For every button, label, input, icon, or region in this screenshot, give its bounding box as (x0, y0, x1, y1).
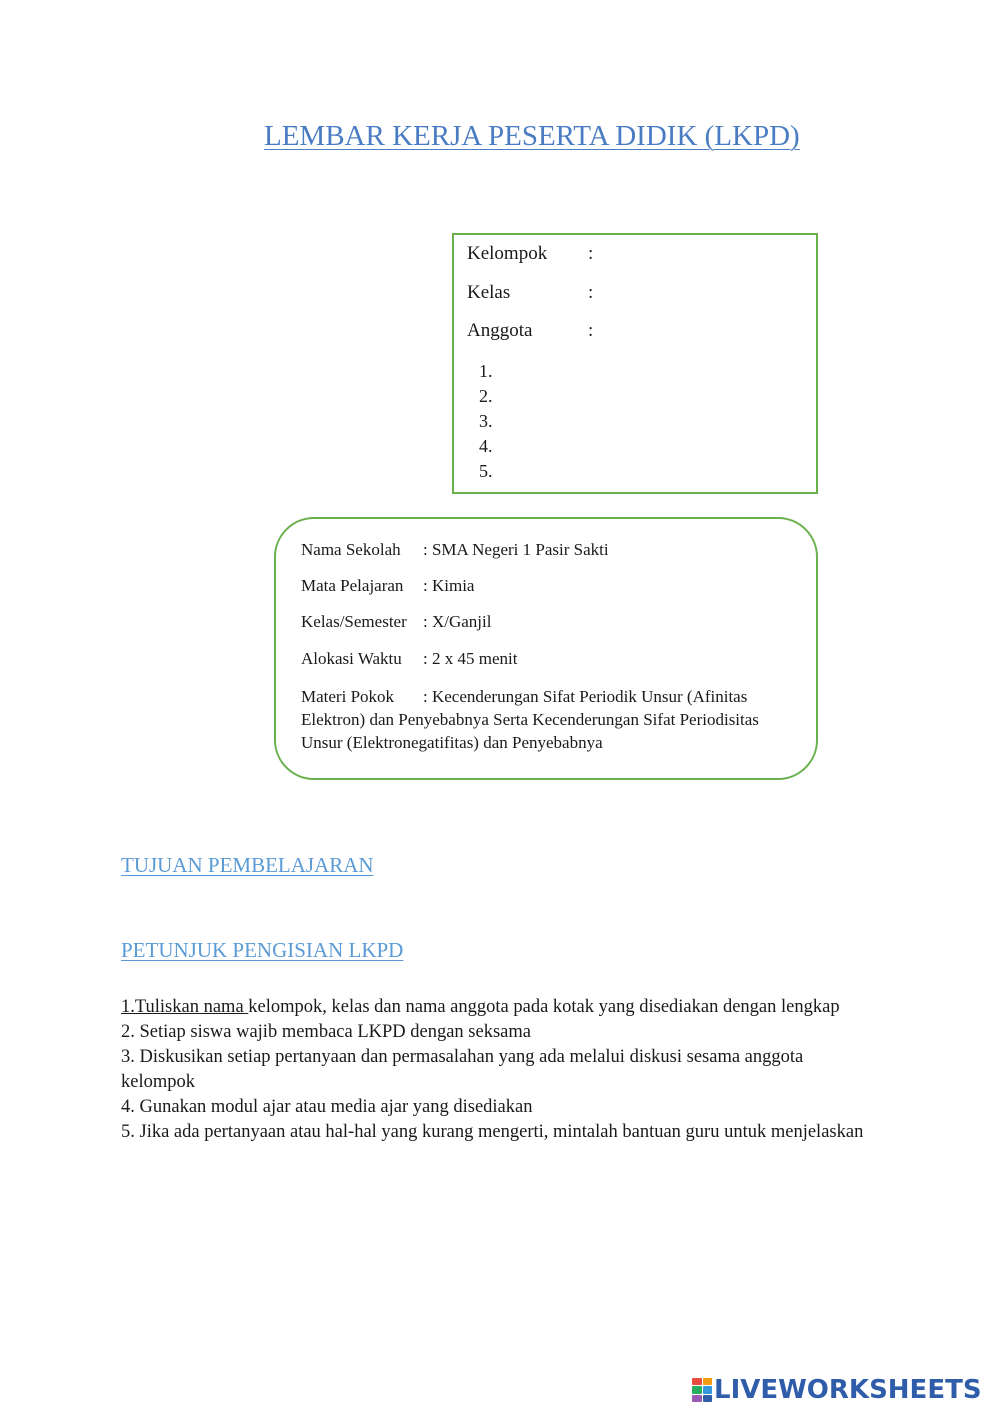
member-item: 5. (479, 461, 493, 481)
instruction-item: 5. Jika ada pertanyaan atau hal-hal yang kurang mengerti, mintalah bantuan guru untuk menjelaskan (121, 1122, 864, 1142)
member-item: 1. (479, 361, 493, 381)
materi-pokok-label: Materi Pokok (301, 687, 395, 706)
materi-pokok-row (301, 685, 791, 754)
school-info-box (274, 517, 818, 780)
instruction-item (121, 995, 881, 1020)
instruction-1-underlined: 1.Tuliskan nama (121, 997, 249, 1017)
member-item: 3. (479, 411, 493, 431)
instructions-list (121, 995, 881, 1145)
instruction-item: 4. Gunakan modul ajar atau media ajar yang disediakan (121, 1097, 533, 1117)
logo-text: LIVEWORKSHEETS (714, 1375, 982, 1405)
group-identity-box (452, 233, 818, 494)
member-item: 2. (479, 386, 493, 406)
anggota-row (467, 320, 593, 342)
nama-sekolah-row (301, 540, 609, 560)
instruction-item: 3. Diskusikan setiap pertanyaan dan permasalahan yang ada melalui diskusi sesama anggota kelompok (121, 1047, 804, 1092)
kelompok-label: Kelompok (467, 243, 548, 264)
member-list (479, 359, 493, 484)
tujuan-heading: TUJUAN PEMBELAJARAN (121, 853, 374, 877)
anggota-label: Anggota (467, 320, 533, 341)
member-item: 4. (479, 436, 493, 456)
kelas-separator: : (588, 282, 594, 303)
kelas-semester-label: Kelas/Semester (301, 612, 407, 631)
petunjuk-heading: PETUNJUK PENGISIAN LKPD (121, 938, 404, 962)
kelompok-separator: : (588, 243, 594, 264)
kelas-semester-value: : X/Ganjil (423, 612, 492, 631)
kelas-semester-row (301, 612, 491, 632)
nama-sekolah-label: Nama Sekolah (301, 540, 401, 559)
instruction-item: 2. Setiap siswa wajib membaca LKPD dengan seksama (121, 1022, 531, 1042)
kelas-row (467, 282, 593, 304)
alokasi-waktu-label: Alokasi Waktu (301, 649, 402, 668)
mata-pelajaran-label: Mata Pelajaran (301, 576, 404, 595)
alokasi-waktu-value: : 2 x 45 menit (423, 649, 518, 668)
liveworksheets-logo (692, 1376, 982, 1404)
materi-pokok-value: : Kecenderungan Sifat Periodik Unsur (Afinitas Elektron) dan Penyebabnya Serta Kecenderungan Sifat Periodisitas Unsur (Elektronegatifitas) dan Penyebabnya (301, 687, 759, 752)
anggota-separator: : (588, 320, 594, 341)
kelompok-row (467, 243, 593, 265)
kelas-label: Kelas (467, 282, 511, 303)
nama-sekolah-value: : SMA Negeri 1 Pasir Sakti (423, 540, 609, 559)
alokasi-waktu-row (301, 649, 517, 669)
instruction-1-text: kelompok, kelas dan nama anggota pada kotak yang disediakan dengan lengkap (248, 997, 840, 1017)
page-title: LEMBAR KERJA PESERTA DIDIK (LKPD) (264, 120, 800, 152)
mata-pelajaran-value: : Kimia (423, 576, 475, 595)
liveworksheets-logo-icon (692, 1378, 712, 1402)
mata-pelajaran-row (301, 576, 474, 596)
